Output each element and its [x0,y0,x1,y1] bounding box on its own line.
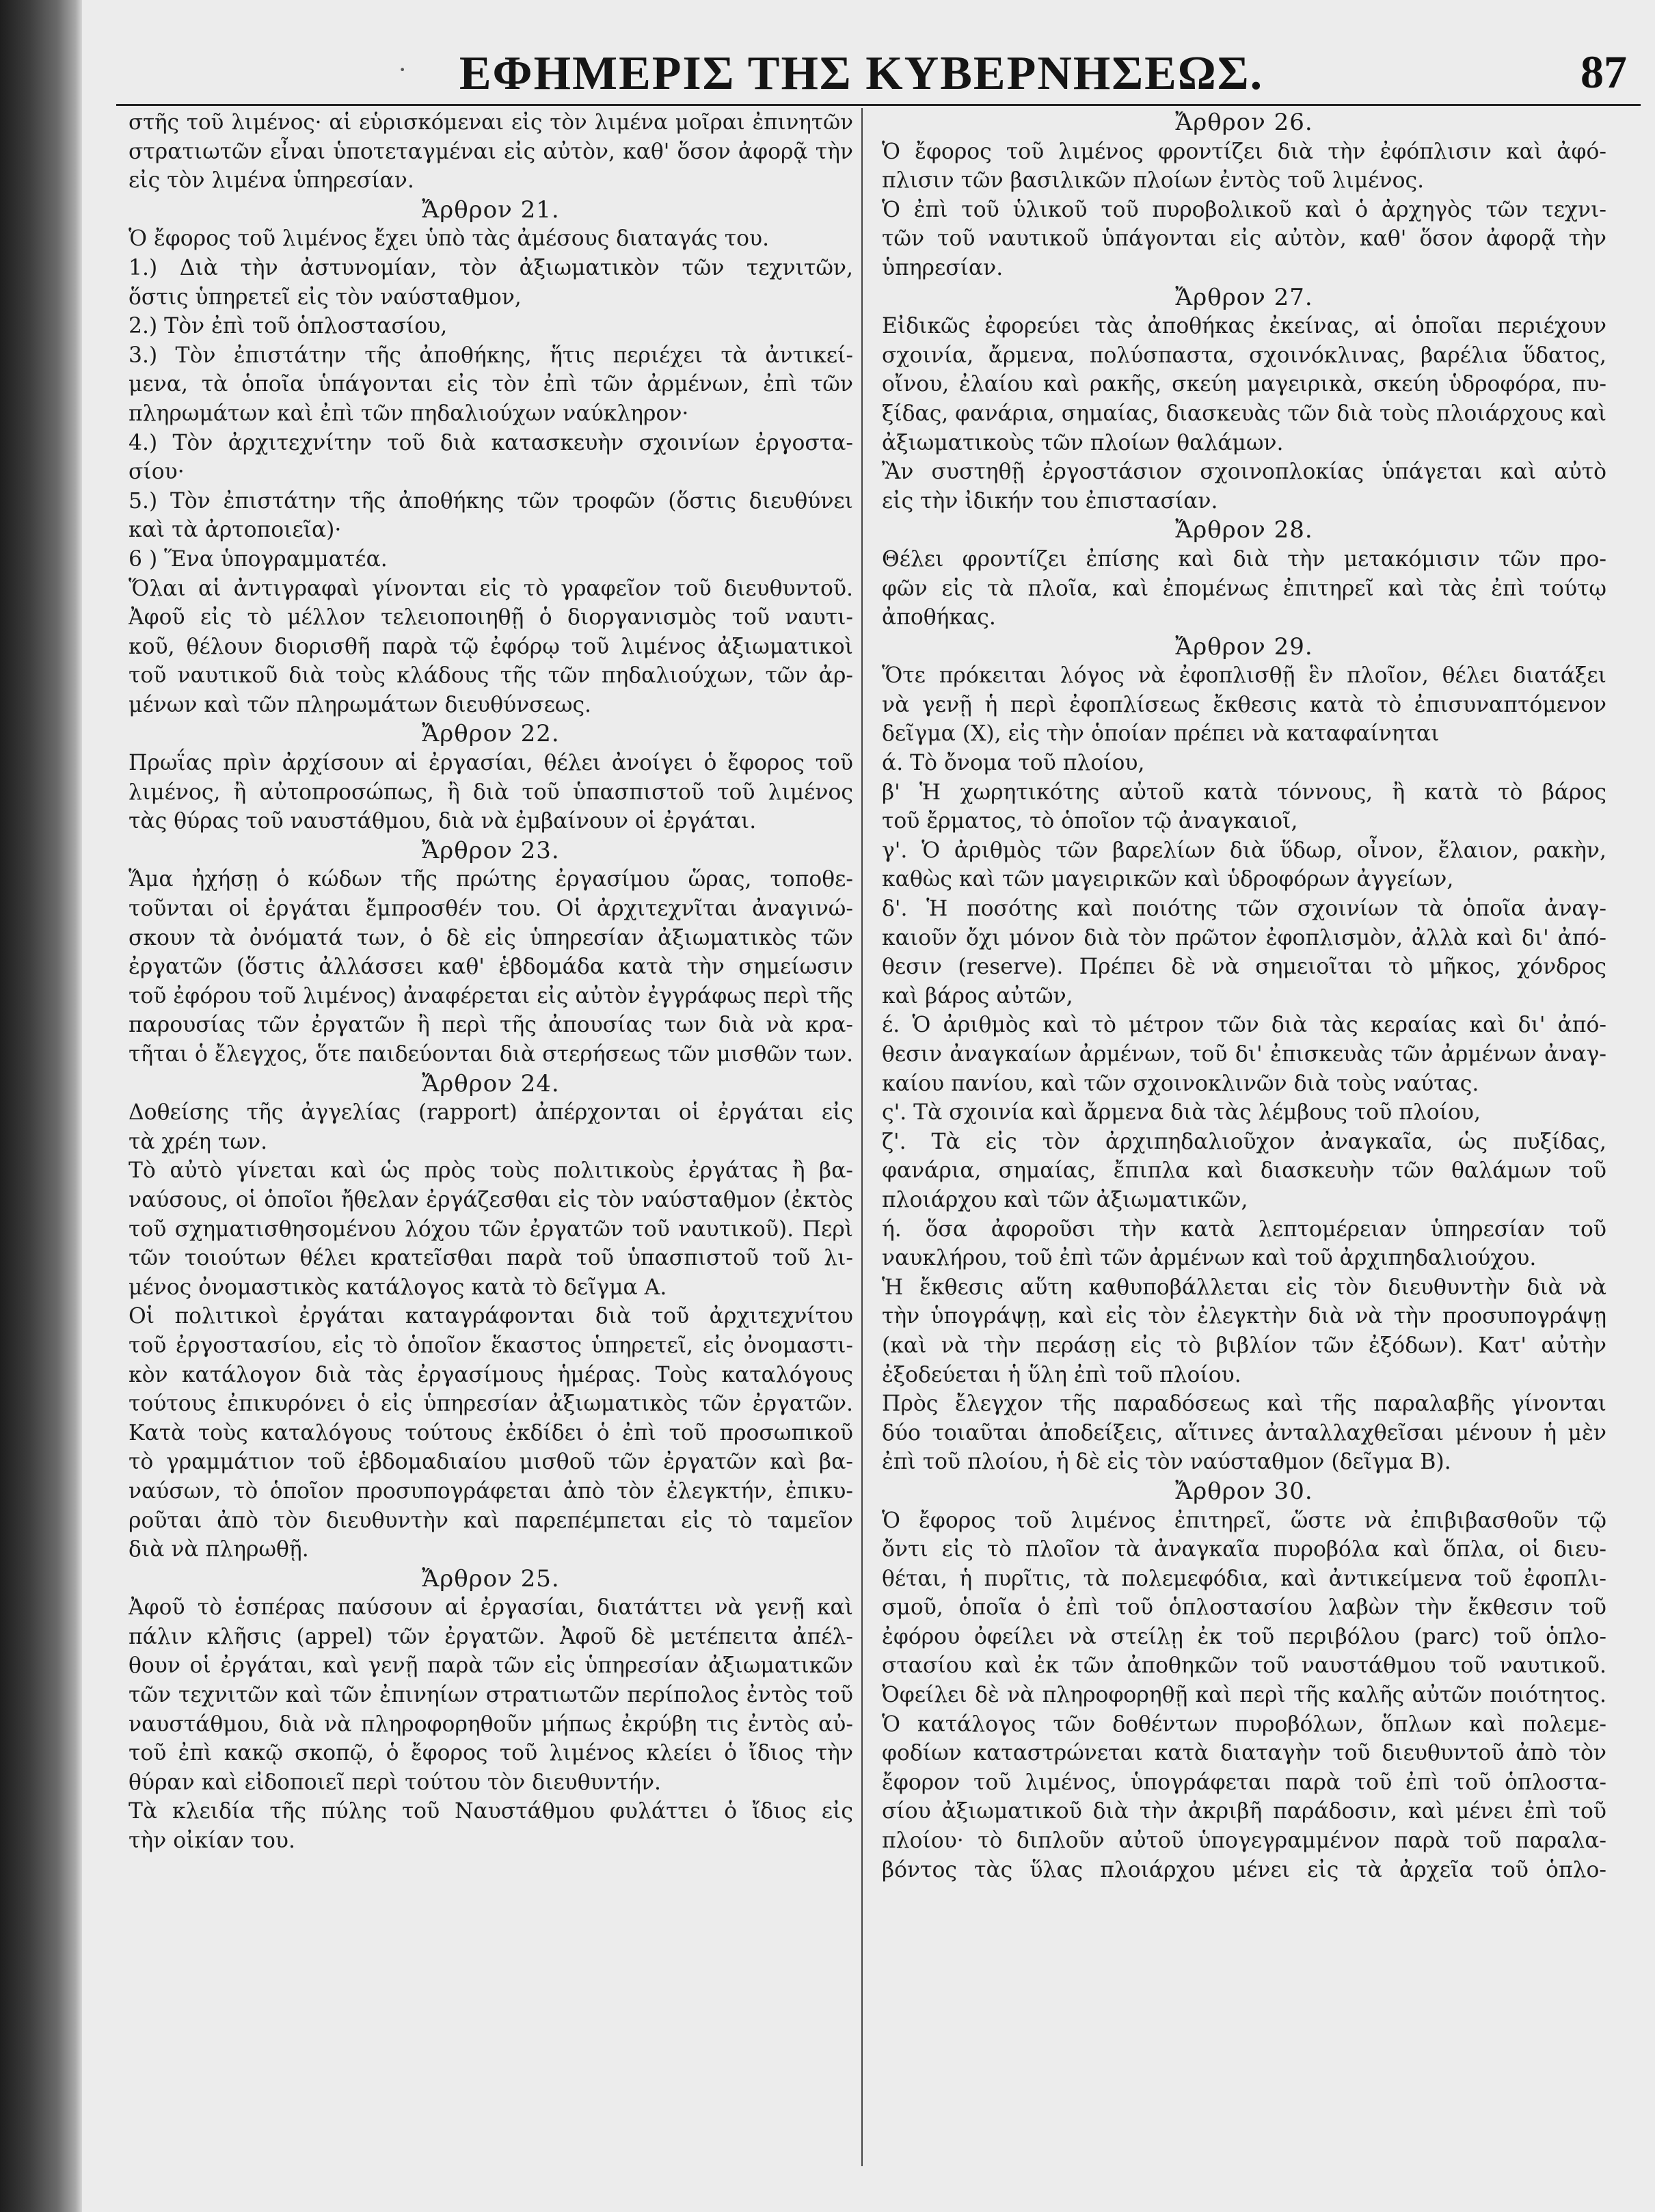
article-heading [882,1477,1606,1506]
text-line: Ἅμα ἠχήσῃ ὁ κώδων τῆς πρώτης ἐργασίμου ὥρας, τοποθε- [129,867,853,892]
text-line: Εἰδικῶς ἐφορεύει τὰς ἀποθήκας ἐκείνας, αἱ ὁποῖαι περιέχουν [882,314,1606,339]
text-line: δεῖγμα (Χ), εἰς τὴν ὁποίαν πρέπει νὰ καταφαίνηται [882,721,1440,747]
text-line: καίου πανίου, καὶ τῶν σχοινοκλινῶν διὰ τοὺς ναύτας. [882,1071,1479,1096]
text-line: ά. Τὸ ὄνομα τοῦ πλοίου, [882,751,1145,776]
newspaper-title: ΕΦΗΜΕΡΙΣ ΤΗΣ ΚΥΒΕΡΝΗΣΕΩΣ. [459,47,1264,100]
text-line: πλοίου· τὸ διπλοῦν αὐτοῦ ὑπογεγραμμένον παρὰ τοῦ παραλα- [882,1828,1606,1854]
text-line: σμοῦ, ὁποῖα ὁ ἐπὶ τοῦ ὁπλοστασίου λαβὼν τὴν ἔκθεσιν τοῦ [882,1595,1606,1621]
text-line: βόντος τὰς ὕλας πλοιάρχου μένει εἰς τὰ ἀρχεῖα τοῦ ὁπλο- [882,1857,1606,1882]
text-line: τοῦ ναυτικοῦ διὰ τοὺς κλάδους τῆς τῶν πηδαλιούχων, τῶν ἀρ- [129,663,853,689]
text-line: Ἂν συστηθῇ ἐργοστάσιον σχοινοπλοκίας ὑπάγεται καὶ αὐτὸ [882,459,1606,485]
text-line: τῶν τοιούτων θέλει κρατεῖσθαι παρὰ τοῦ ὑπασπιστοῦ τοῦ λι- [129,1246,853,1271]
text-line: φῶν εἰς τὰ πλοῖα, καὶ ἐπομένως ἐπιτηρεῖ καὶ τὰς ἐπὶ τούτῳ [882,576,1606,601]
text-line: β' Ἡ χωρητικότης αὐτοῦ κατὰ τόννους, ἢ κατὰ τὸ βάρος [882,779,1606,805]
text-line: τῶν τοῦ ναυτικοῦ ὑπάγονται εἰς αὐτὸν, καθ' ὅσον ἀφορᾷ τὴν [882,226,1606,252]
text-line: δ'. Ἡ ποσότης καὶ ποιότης τῶν σχοινίων τὰ ὁποῖα ἀναγ- [882,896,1606,922]
text-line: ναυστάθμου, διὰ νὰ πληροφορηθοῦν μήπως ἐκρύβη τις ἐντὸς αὐ- [129,1711,853,1737]
text-line: φανάρια, σημαίας, ἔπιπλα καὶ διασκευὴν τῶν θαλάμων τοῦ [882,1158,1606,1184]
text-line: ἐπὶ τοῦ πλοίου, ἡ δὲ εἰς τὸν ναύσταθμον (δεῖγμα Β). [882,1450,1451,1475]
text-line: ἐξοδεύεται ἡ ὕλη ἐπὶ τοῦ πλοίου. [882,1362,1241,1387]
text-line: νὰ γενῇ ἡ περὶ ἐφοπλίσεως ἔκθεσις κατὰ τὸ ἐπισυναπτόμενον [882,692,1606,717]
text-line: τοῦ ἐργοστασίου, εἰς τὸ ὁποῖον ἕκαστος ὑπηρετεῖ, εἰς ὀνομαστι- [129,1333,853,1358]
text-line: τοῦ ἐφόρου τοῦ λιμένος) ἀναφέρεται εἰς αὐτὸν ἐγγράφως περὶ τῆς [129,983,853,1009]
text-line: Τὸ αὐτὸ γίνεται καὶ ὡς πρὸς τοὺς πολιτικοὺς ἐργάτας ἢ βα- [129,1158,853,1184]
text-line: τὴν οἰκίαν του. [129,1828,295,1854]
text-line: πλοιάρχου καὶ τῶν ἀξιωματικῶν, [882,1187,1248,1212]
text-line: σχοινία, ἄρμενα, πολύσπαστα, σχοινόκλινας, βαρέλια ὕδατος, [882,343,1606,368]
text-line: ή. ὅσα ἀφοροῦσι τὴν κατὰ λεπτομέρειαν ὑπηρεσίαν τοῦ [882,1216,1606,1242]
text-line: ἐφόρου ὀφείλει νὰ στείλῃ ἐκ τοῦ περιβόλου (parc) τοῦ ὁπλο- [882,1624,1606,1649]
article-heading-label: Ἄρθρον 21. [422,196,560,224]
text-line: καὶ βάρος αὐτῶν, [882,983,1073,1009]
text-line: λιμένος, ἢ αὐτοπροσώπως, ἢ διὰ τοῦ ὑπασπιστοῦ τοῦ λιμένος [129,779,853,805]
text-line: Ὅλαι αἱ ἀντιγραφαὶ γίνονται εἰς τὸ γραφεῖον τοῦ διευθυντοῦ. [129,576,853,601]
article-heading [882,516,1606,545]
text-line: ὅστις ὑπηρετεῖ εἰς τὸν ναύσταθμον, [129,284,522,310]
text-line: 5.) Τὸν ἐπιστάτην τῆς ἀποθήκης τῶν τροφῶν (ὅστις διευθύνει [129,488,853,514]
article-heading-label: Ἄρθρον 27. [1175,283,1313,311]
text-line: καιοῦν ὄχι μόνον διὰ τὸν πρῶτον ἐφοπλισμὸν, ἀλλὰ καὶ δι' ἀπό- [882,925,1606,950]
article-heading [129,1564,853,1594]
text-line: Ἀφοῦ τὸ ἑσπέρας παύσουν αἱ ἐργασίαι, διατάττει νὰ γενῇ καὶ [129,1595,853,1621]
text-line: Κατὰ τοὺς καταλόγους τούτους ἐκδίδει ὁ ἐπὶ τοῦ προσωπικοῦ [129,1420,853,1445]
right-column [882,108,1606,2159]
text-line: πλισιν τῶν βασιλικῶν πλοίων ἐντὸς τοῦ λιμένος. [882,168,1425,194]
text-line: θεσιν (reserve). Πρέπει δὲ νὰ σημειοῖται τὸ μῆκος, χόνδρος [882,955,1606,980]
text-line: Ὁ ἔφορος τοῦ λιμένος φροντίζει διὰ τὴν ἐφόπλισιν καὶ ἀφό- [882,139,1606,164]
text-line: θύραν καὶ εἰδοποιεῖ περὶ τούτου τὸν διευθυντήν. [129,1770,662,1795]
header-dot: · [398,54,407,85]
text-line: φοδίων καταστρώνεται κατὰ διαταγὴν τοῦ διευθυντοῦ ἀπὸ τὸν [882,1741,1606,1766]
text-line: σίου· [129,459,185,485]
text-line: τῆται ὁ ἔλεγχος, ὅτε παιδεύονται διὰ στερήσεως τῶν μισθῶν των. [129,1042,853,1067]
article-heading-label: Ἄρθρον 26. [1175,109,1313,136]
text-line: γ'. Ὁ ἀριθμὸς τῶν βαρελίων διὰ ὕδωρ, οἶνον, ἔλαιον, ρακὴν, [882,838,1606,863]
article-heading-label: Ἄρθρον 28. [1175,516,1313,544]
text-line: παρουσίας τῶν ἐργατῶν ἢ περὶ τῆς ἀπουσίας των διὰ νὰ κρα- [129,1013,853,1038]
text-line: πληρωμάτων καὶ ἐπὶ τῶν πηδαλιούχων ναύκληρον· [129,401,689,426]
article-heading-label: Ἄρθρον 29. [1175,632,1313,661]
text-line: διὰ νὰ πληρωθῇ. [129,1537,309,1562]
article-heading [129,719,853,749]
text-line: μένος ὀνομαστικὸς κατάλογος κατὰ τὸ δεῖγμα Α. [129,1275,667,1300]
article-heading-label: Ἄρθρον 22. [422,720,560,748]
text-line: θέται, ἡ πυρῖτις, τὰ πολεμεφόδια, καὶ ἀντικείμενα τοῦ ἐφοπλι- [882,1566,1606,1591]
text-line: τοῦ ἐπὶ κακῷ σκοπῷ, ὁ ἔφορος τοῦ λιμένος κλείει ὁ ἴδιος τὴν [129,1741,853,1766]
article-heading [882,283,1606,312]
text-line: στρατιωτῶν εἶναι ὑποτεταγμέναι εἰς αὐτὸν, καθ' ὅσον ἀφορᾷ τὴν [129,139,853,164]
text-line: τὰ χρέη των. [129,1129,268,1154]
text-line: ἔφορον τοῦ λιμένος, ὑπογράφεται παρὰ τοῦ ἐπὶ τοῦ ὁπλοστα- [882,1770,1606,1795]
text-line: τῶν τεχνιτῶν καὶ τῶν ἐπινηίων στρατιωτῶν περίπολος ἐντὸς τοῦ [129,1683,853,1708]
text-line: Πρὸς ἔλεγχον τῆς παραδόσεως καὶ τῆς παραλαβῆς γίνονται [882,1391,1606,1417]
text-line: Ἀφοῦ εἰς τὸ μέλλον τελειοποιηθῇ ὁ διοργανισμὸς τοῦ ναυτι- [129,605,853,630]
text-line: ξίδας, φανάρια, σημαίας, διασκευὰς τῶν διὰ τοὺς πλοιάρχους καὶ [882,401,1606,426]
text-line: ὑπηρεσίαν. [882,255,1004,280]
text-line: (καὶ νὰ τὴν περάσῃ εἰς τὸ βιβλίον τῶν ἐξόδων). Κατ' αὐτὴν [882,1333,1606,1358]
text-line: Τὰ κλειδία τῆς πύλης τοῦ Ναυστάθμου φυλάττει ὁ ἴδιος εἰς [129,1799,853,1824]
text-line: Πρωΐας πρὶν ἀρχίσουν αἱ ἐργασίαι, θέλει ἀνοίγει ὁ ἔφορος τοῦ [129,751,853,776]
text-line: δύο τοιαῦται ἀποδείξεις, αἵτινες ἀνταλλαχθεῖσαι μένουν ἡ μὲν [882,1420,1606,1445]
text-line: τὴν ὑπογράψῃ, καὶ εἰς τὸν ἐλεγκτὴν διὰ νὰ τὴν προσυπογράψῃ [882,1304,1606,1329]
text-line: ναυκλήρου, τοῦ ἐπὶ τῶν ἀρμένων καὶ τοῦ ἀρχιπηδαλιούχου. [882,1246,1537,1271]
text-line: Ὅτε πρόκειται λόγος νὰ ἐφοπλισθῇ ἓν πλοῖον, θέλει διατάξει [882,663,1606,689]
text-line: 6 ) Ἕνα ὑπογραμματέα. [129,546,388,572]
article-heading [882,632,1606,662]
article-heading-label: Ἄρθρον 24. [422,1069,560,1097]
text-line: σίου ἀξιωματικοῦ διὰ τὴν ἀκριβῆ παράδοσιν, καὶ μένει ἐπὶ τοῦ [882,1799,1606,1824]
text-line: στῆς τοῦ λιμένος· αἱ εὑρισκόμεναι εἰς τὸν λιμένα μοῖραι ἐπινητῶν [129,110,853,135]
article-heading [129,1069,853,1099]
text-line: Ὁ ἔφορος τοῦ λιμένος ἐπιτηρεῖ, ὥστε νὰ ἐπιβιβασθοῦν τῷ [882,1508,1606,1533]
text-line: ἀποθήκας. [882,605,996,630]
text-line: οἴνου, ἐλαίου καὶ ρακῆς, σκεύη μαγειρικὰ, σκεύη ὑδροφόρα, πυ- [882,372,1606,397]
text-line: Ὁ ἔφορος τοῦ λιμένος ἔχει ὑπὸ τὰς ἀμέσους διαταγάς του. [129,226,770,252]
text-line: ἀξιωματικοὺς τῶν πλοίων θαλάμων. [882,430,1284,455]
header-rule [116,104,1641,106]
text-line: 1.) Διὰ τὴν ἀστυνομίαν, τὸν ἀξιωματικὸν τῶν τεχνιτῶν, [129,255,853,280]
text-line: εἰς τὸν λιμένα ὑπηρεσίαν. [129,168,414,194]
text-line: τὸ γραμμάτιον τοῦ ἑβδομαδιαίου μισθοῦ τῶν ἐργατῶν καὶ βα- [129,1450,853,1475]
text-line: στασίου καὶ ἐκ τῶν ἀποθηκῶν τοῦ ναυστάθμου τοῦ ναυτικοῦ. [882,1653,1606,1679]
text-line: 2.) Τὸν ἐπὶ τοῦ ὁπλοστασίου, [129,314,448,339]
article-heading [129,836,853,866]
text-line: τὰς θύρας τοῦ ναυστάθμου, διὰ νὰ ἐμβαίνουν οἱ ἐργάται. [129,809,757,834]
article-heading-label: Ἄρθρον 25. [422,1564,560,1593]
text-line: ς'. Τὰ σχοινία καὶ ἄρμενα διὰ τὰς λέμβους τοῦ πλοίου, [882,1100,1481,1125]
text-line: ἐργατῶν (ὅστις ἀλλάσσει καθ' ἑβδομάδα κατὰ τὴν σημείωσιν [129,955,853,980]
text-line: ροῦται ἀπὸ τὸν διευθυντὴν καὶ παρεπέμπεται εἰς τὸ ταμεῖον [129,1508,853,1533]
text-line: ναύσους, οἱ ὁποῖοι ἤθελαν ἐργάζεσθαι εἰς τὸν ναύσταθμον (ἐκτὸς [129,1187,853,1212]
article-heading-label: Ἄρθρον 30. [1175,1477,1313,1505]
text-line: Ὁ ἐπὶ τοῦ ὑλικοῦ τοῦ πυροβολικοῦ καὶ ὁ ἀρχηγὸς τῶν τεχνι- [882,197,1606,222]
text-line: σκουν τὰ ὀνόματά των, ὁ δὲ εἰς ὑπηρεσίαν ἀξιωματικὸς τῶν [129,925,853,950]
text-line: τούτους ἐπικυρόνει ὁ εἰς ὑπηρεσίαν ἀξιωματικὸς τῶν ἐργατῶν. [129,1391,853,1417]
text-line: κὸν κατάλογον διὰ τὰς ἐργασίμους ἡμέρας. Τοὺς καταλόγους [129,1362,853,1387]
left-column [129,108,853,2159]
text-line: Ἡ ἔκθεσις αὕτη καθυποβάλλεται εἰς τὸν διευθυντὴν διὰ νὰ [882,1275,1606,1300]
page-header [96,38,1627,100]
text-line: 4.) Τὸν ἀρχιτεχνίτην τοῦ διὰ κατασκευὴν σχοινίων ἐργοστα- [129,430,853,455]
text-line: Θέλει φροντίζει ἐπίσης καὶ διὰ τὴν μετακόμισιν τῶν προ- [882,546,1606,572]
text-line: 3.) Τὸν ἐπιστάτην τῆς ἀποθήκης, ἥτις περιέχει τὰ ἀντικεί- [129,343,853,368]
book-binding-shadow [0,0,82,2212]
column-divider [861,108,863,2166]
text-line: τοῦ ἔρματος, τὸ ὁποῖον τῷ ἀναγκαιοῖ, [882,809,1298,834]
text-line: έ. Ὁ ἀριθμὸς καὶ τὸ μέτρον τῶν διὰ τὰς κεραίας καὶ δι' ἀπό- [882,1013,1606,1038]
text-line: μένων καὶ τῶν πληρωμάτων διευθύνσεως. [129,692,591,717]
text-line: Δοθείσης τῆς ἀγγελίας (rapport) ἀπέρχονται οἱ ἐργάται εἰς [129,1100,853,1125]
article-heading [129,196,853,225]
text-line: Ὀφείλει δὲ νὰ πληροφορηθῇ καὶ περὶ τῆς καλῆς αὐτῶν ποιότητος. [882,1683,1606,1708]
text-line: ὄντι εἰς τὸ πλοῖον τὰ ἀναγκαῖα πυροβόλα καὶ ὅπλα, οἱ διευ- [882,1537,1606,1562]
text-line: πάλιν κλῆσις (appel) τῶν ἐργατῶν. Ἀφοῦ δὲ μετέπειτα ἀπέλ- [129,1624,853,1649]
text-line: ναύσων, τὸ ὁποῖον προσυπογράφεται ἀπὸ τὸν ἐλεγκτήν, ἐπικυ- [129,1478,853,1504]
page-number: 87 [1580,46,1627,98]
text-line: εἰς τὴν ἰδικήν του ἐπιστασίαν. [882,488,1218,514]
text-line: καὶ τὰ ἀρτοποιεῖα)· [129,518,342,543]
text-line: κοῦ, θέλουν διορισθῆ παρὰ τῷ ἐφόρῳ τοῦ λιμένος ἀξιωματικοὶ [129,634,853,659]
article-heading-label: Ἄρθρον 23. [422,836,560,864]
text-line: τοῦ σχηματισθησομένου λόχου τῶν ἐργατῶν τοῦ ναυτικοῦ). Περὶ [129,1216,853,1242]
text-line: θουν οἱ ἐργάται, καὶ γενῇ παρὰ τῶν εἰς ὑπηρεσίαν ἀξιωματικῶν [129,1653,853,1679]
text-line: θεσιν ἀναγκαίων ἀρμένων, τοῦ δι' ἐπισκευὰς τῶν ἀρμένων ἀναγ- [882,1042,1606,1067]
article-heading [882,108,1606,137]
text-line: τοῦνται οἱ ἐργάται ἔμπροσθέν του. Οἱ ἀρχιτεχνῖται ἀναγινώ- [129,896,853,922]
text-line: καθὼς καὶ τῶν μαγειρικῶν καὶ ὑδροφόρων ἀγγείων, [882,867,1454,892]
text-line: Οἱ πολιτικοὶ ἐργάται καταγράφονται διὰ τοῦ ἀρχιτεχνίτου [129,1304,853,1329]
text-line: ζ'. Τὰ εἰς τὸν ἀρχιπηδαλιοῦχον ἀναγκαῖα, ὡς πυξίδας, [882,1129,1606,1154]
text-line: μενα, τὰ ὁποῖα ὑπάγονται εἰς τὸν ἐπὶ τῶν ἀρμένων, ἐπὶ τῶν [129,372,853,397]
text-line: Ὁ κατάλογος τῶν δοθέντων πυροβόλων, ὅπλων καὶ πολεμε- [882,1711,1606,1737]
